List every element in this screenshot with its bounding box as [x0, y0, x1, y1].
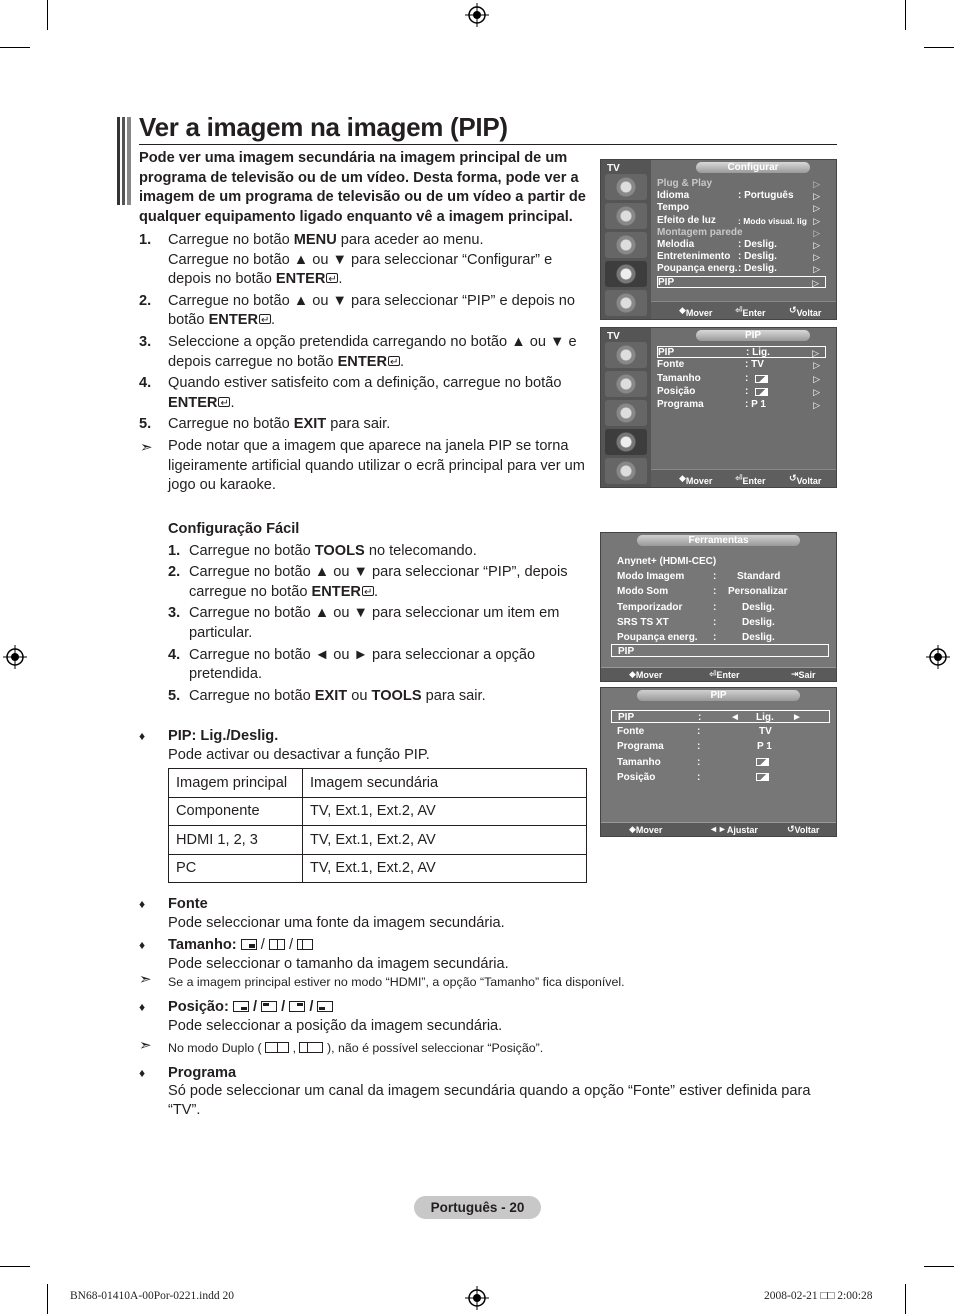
chevron-right-icon: ▷ — [813, 191, 820, 202]
osd-item-label: Programa — [617, 741, 664, 753]
feature-bullets — [139, 895, 839, 1124]
easy-config-heading: Configuração Fácil — [168, 521, 300, 537]
chevron-right-icon: ▷ — [813, 360, 820, 371]
osd-item-label: Idioma — [657, 190, 690, 202]
position-top-right-icon — [289, 1001, 305, 1012]
osd-item-label: Efeito de luz — [657, 214, 716, 226]
osd-item-label: SRS TS XT — [617, 616, 669, 628]
bullet-diamond-icon: ♦ — [139, 999, 146, 1014]
easy-step-5: 5. Carregue no botão EXIT ou TOOLS para sair. — [168, 687, 486, 704]
note-arrow-icon: ➣ — [139, 1037, 152, 1055]
enter-icon — [362, 586, 374, 596]
osd-item-value: : Deslig. — [738, 239, 777, 250]
osd-footer: ◆ Mover ⏎ Enter ↺ Voltar — [651, 469, 836, 487]
osd-item-value: Standard — [737, 571, 781, 583]
osd-item-value: TV — [759, 726, 772, 738]
arrow-left-icon: ◄ — [730, 712, 740, 723]
table-header-row: Imagem principal Imagem secundária — [169, 769, 587, 798]
crop-mark — [905, 1284, 906, 1314]
bullet-diamond-icon: ♦ — [139, 729, 146, 743]
osd-item-colon: : — [713, 616, 717, 628]
osd-item-colon: : — [697, 726, 701, 738]
intro-paragraph: Pode ver uma imagem secundária na imagem principal de um programa de televisão ou de um vídeo. Desta forma, pode ver a imagem de um programa de televisão ou de um vídeo a partir de qualquer equipamento ligado enquanto vê a imagem principal. — [139, 150, 586, 225]
osd-menu-item — [657, 359, 826, 371]
easy-step-2: 2. Carregue no botão ▲ ou ▼ para seleccionar “PIP”, depois carregue no botão ENTER↵ . — [168, 563, 588, 602]
osd-item-label: Poupança energ. — [617, 632, 698, 643]
osd-item-value: : Modo visual. lig — [738, 215, 807, 226]
chevron-right-icon: ▷ — [813, 240, 820, 250]
setup-gear-icon — [605, 429, 647, 455]
note-tamanho: ➣ Se a imagem principal estiver no modo “HDMI”, a opção “Tamanho” fica disponível. — [139, 971, 625, 990]
osd-item-label: Programa — [657, 399, 704, 411]
osd-item-label: Plug & Play — [657, 178, 713, 189]
registration-mark-icon — [926, 645, 950, 669]
chevron-right-icon: ▷ — [812, 277, 819, 288]
osd-item-value: : Português — [738, 190, 794, 202]
registration-mark-icon — [465, 1286, 489, 1310]
osd-item-value: : Lig. — [746, 347, 770, 358]
osd-item-value: : P 1 — [745, 399, 766, 411]
step-1: 1. Carregue no botão MENU para aceder ao menu. Carregue no botão ▲ ou ▼ para seleccionar “Configurar” e depois no botão ENTER↵ . — [139, 231, 599, 290]
osd-menu-item — [657, 190, 826, 202]
chevron-right-icon: ▷ — [813, 264, 820, 275]
note-arrow-icon: ➣ — [140, 438, 153, 456]
enter-icon — [218, 397, 230, 407]
table-row: HDMI 1, 2, 3 TV, Ext.1, Ext.2, AV — [169, 826, 587, 855]
easy-config — [168, 520, 588, 708]
osd-footer: ◆ Mover ⏎ Enter ↺ Voltar — [651, 301, 836, 319]
dual-mode-wide-icon — [299, 1042, 323, 1053]
sound-icon — [605, 203, 647, 229]
osd-menu-item — [657, 239, 826, 251]
osd-menu-item — [657, 386, 826, 398]
osd-item-value: P 1 — [757, 741, 772, 753]
osd-item-label: PIP — [658, 276, 675, 288]
osd-item-colon: : — [697, 756, 701, 768]
osd-item-label: PIP — [658, 347, 675, 358]
page-number-badge: Português - 20 — [414, 1196, 541, 1219]
osd-item-value: : — [745, 372, 749, 384]
position-bottom-right-icon — [233, 1001, 249, 1012]
osd-menu-item — [657, 346, 826, 358]
step-5: 5. Carregue no botão EXIT para sair. — [139, 416, 391, 433]
size-double-wide-icon — [297, 939, 313, 950]
size-small-icon — [241, 939, 257, 950]
table-row: PC TV, Ext.1, Ext.2, AV — [169, 854, 587, 883]
note-arrow-icon: ➣ — [139, 971, 152, 989]
osd-footer: ◆ Mover ◄► Ajustar ↺ Voltar — [601, 822, 836, 836]
bullet-programa: ♦ Programa Só pode seleccionar um canal da imagem secundária quando a opção “Fonte” estiver definida para “TV”. — [139, 1064, 811, 1118]
osd-item-value: : Deslig. — [738, 251, 777, 263]
chevron-right-icon: ▷ — [813, 227, 820, 238]
osd-item-value: : Deslig. — [738, 263, 777, 275]
osd-item-colon: : — [713, 632, 717, 643]
osd-item-label: Modo Som — [617, 586, 669, 598]
osd-item-value: Deslig. — [742, 601, 775, 613]
chevron-right-icon: ▷ — [812, 348, 819, 358]
chevron-right-icon: ▷ — [813, 386, 820, 397]
position-bottom-right-icon — [756, 773, 769, 781]
setup-gear-icon — [605, 261, 647, 287]
print-file-info: BN68-01410A-00Por-0221.indd 20 — [70, 1290, 234, 1302]
arrow-right-icon: ► — [792, 712, 802, 723]
osd-item-colon: : — [698, 712, 702, 723]
osd-menu-item — [611, 616, 830, 629]
osd-item-colon: : — [713, 601, 717, 613]
osd-menu-item — [611, 756, 830, 769]
bullet-diamond-icon: ♦ — [139, 1065, 146, 1080]
osd-item-value: Personalizar — [728, 586, 788, 598]
print-date-info: 2008-02-21 □□ 2:00:28 — [764, 1290, 873, 1302]
osd-item-label: PIP — [618, 712, 635, 723]
osd-menu-item — [657, 227, 826, 239]
step-3: 3. Seleccione a opção pretendida carregando no botão ▲ ou ▼ e depois carregue no botão ENTER↵ . — [139, 333, 599, 372]
osd-item-label: Montagem parede — [657, 226, 743, 238]
osd-menu-item — [657, 399, 826, 411]
osd-item-value: Deslig. — [742, 616, 775, 628]
osd-menu-item — [657, 178, 826, 190]
crop-mark — [0, 1266, 30, 1267]
note-karaoke: ➣ Pode notar que a imagem que aparece na janela PIP se torna ligeiramente artificial quando utilizar o ecrã principal para ver um jogo ou karaoke. — [140, 437, 585, 494]
osd-menu-item — [657, 215, 826, 227]
osd-item-label: Posição — [657, 385, 696, 397]
bullet-diamond-icon: ♦ — [139, 897, 146, 911]
bullet-posicao: ♦ Posição: / / / Pode seleccionar a posição da imagem secundária. ➣ No modo Duplo ( , ), não é possível seleccionar “Posição”. — [139, 998, 839, 1058]
position-top-left-icon — [261, 1001, 277, 1012]
chevron-right-icon: ▷ — [813, 179, 820, 189]
osd-menu-item — [611, 644, 829, 657]
crop-mark — [924, 1266, 954, 1267]
osd-item-label: Anynet+ (HDMI-CEC) — [617, 556, 717, 567]
enter-icon — [326, 273, 338, 283]
bullet-diamond-icon: ♦ — [139, 938, 146, 953]
source-table — [168, 768, 587, 883]
osd-item-colon: : — [713, 571, 717, 583]
osd-menu-item — [611, 740, 830, 753]
osd-item-label: Fonte — [657, 359, 685, 371]
osd-item-colon: : — [713, 586, 717, 598]
osd-item-value: : TV — [745, 359, 764, 371]
crop-mark — [0, 47, 30, 48]
enter-icon — [259, 314, 271, 324]
osd-item-label: Temporizador — [617, 601, 683, 613]
osd-menu-item — [611, 725, 830, 738]
osd-item-label: Modo Imagem — [617, 571, 685, 583]
registration-mark-icon — [3, 645, 27, 669]
chevron-right-icon: ▷ — [813, 252, 820, 263]
registration-mark-icon — [465, 3, 489, 27]
channel-icon — [605, 400, 647, 426]
osd-item-label: Tempo — [657, 202, 690, 214]
bullet-tamanho: ♦ Tamanho: / / Pode seleccionar o tamanho da imagem secundária. ➣ Se a imagem principal estiver no modo “HDMI”, a opção “Tamanho” fica disponível. — [139, 936, 839, 992]
enter-icon — [388, 356, 400, 366]
crop-mark — [47, 1284, 48, 1314]
osd-pip-tools: PIP PIP : ◄ ► Lig. Fonte : TV Programa : P 1 Tamanho : Posição : ◆ Mover ◄► Ajustar ↺ Voltar — [600, 687, 837, 837]
osd-menu-item — [657, 373, 826, 385]
steps-list — [139, 231, 599, 496]
osd-ferramentas: Ferramentas Anynet+ (HDMI-CEC) Modo Imagem : Standard Modo Som : Personalizar Temporizador : Deslig. SRS TS XT : Deslig. Poupança energ. : Deslig. PIP ◆ Mover ⏎ Enter ⇥ Sair — [600, 532, 837, 682]
osd-item-value: : — [745, 385, 749, 397]
osd-item-label: Tamanho — [657, 372, 701, 384]
osd-item-label: Entretenimento — [657, 251, 731, 263]
osd-item-value: Deslig. — [742, 632, 775, 643]
title-bar-decoration — [117, 117, 131, 205]
position-bottom-left-icon — [317, 1001, 333, 1012]
easy-step-3: 3. Carregue no botão ▲ ou ▼ para seleccionar um item em particular. — [168, 605, 560, 641]
osd-menu-item — [657, 263, 826, 275]
osd-menu-item — [611, 631, 830, 644]
step-4: 4. Quando estiver satisfeito com a definição, carregue no botão ENTER↵ . — [139, 374, 599, 413]
picture-icon — [605, 342, 647, 368]
bullet-pip: ♦ PIP: Lig./Deslig. Pode activar ou desactivar a função PIP. — [139, 728, 430, 763]
osd-item-label: Melodia — [657, 239, 695, 250]
osd-menu-item — [657, 202, 826, 214]
crop-mark — [905, 0, 906, 30]
picture-icon — [605, 174, 647, 200]
crop-mark — [924, 47, 954, 48]
osd-menu-item — [611, 771, 830, 784]
position-bottom-right-icon — [755, 388, 768, 396]
crop-mark — [47, 0, 48, 30]
osd-configurar: TV Configurar Plug & Play ▷ Idioma : Português ▷ Tempo ▷ Efeito de luz : Modo visual. lig ▷ Montagem parede ▷ Melodia : Deslig. ▷ Entretenimento : Deslig. ▷ Poupança energ. : Deslig. ▷ PIP ▷ ◆ Mover ⏎ Enter ↺ Voltar — [600, 159, 837, 320]
osd-menu-item — [611, 601, 830, 614]
dual-mode-icon — [265, 1042, 289, 1053]
osd-item-label: Fonte — [617, 726, 645, 738]
note-posicao: ➣ No modo Duplo ( , ), não é possível seleccionar “Posição”. — [139, 1037, 544, 1056]
table-row: Componente TV, Ext.1, Ext.2, AV — [169, 797, 587, 826]
osd-menu-item — [657, 251, 826, 263]
easy-step-4: 4. Carregue no botão ◄ ou ► para seleccionar a opção pretendida. — [168, 646, 536, 683]
osd-item-label: Tamanho — [617, 756, 661, 768]
size-small-icon — [756, 758, 769, 766]
osd-sidebar: TV — [601, 160, 651, 319]
osd-menu-item — [611, 710, 830, 723]
osd-pip-menu: TV PIP PIP : Lig. ▷ Fonte : TV ▷ Tamanho : ▷ Posição : ▷ Programa : P 1 ▷ ◆ Mover ⏎ Enter ↺ Voltar — [600, 327, 837, 488]
osd-item-value: Lig. — [756, 712, 774, 723]
bullet-fonte: ♦ Fonte Pode seleccionar uma fonte da imagem secundária. — [139, 896, 505, 931]
osd-item-colon: : — [697, 741, 701, 753]
osd-menu-item — [611, 570, 830, 583]
step-2: 2. Carregue no botão ▲ ou ▼ para seleccionar “PIP” e depois no botão ENTER↵ . — [139, 292, 599, 331]
page-title: Ver a imagem na imagem (PIP) — [139, 112, 508, 142]
osd-menu-item — [657, 276, 826, 288]
sound-icon — [605, 371, 647, 397]
osd-item-colon: : — [697, 771, 701, 783]
chevron-right-icon: ▷ — [813, 373, 820, 384]
chevron-right-icon: ▷ — [813, 400, 820, 411]
size-small-icon — [755, 375, 768, 383]
osd-footer: ◆ Mover ⏎ Enter ⇥ Sair — [601, 667, 836, 681]
size-double-icon — [269, 939, 285, 950]
input-icon — [605, 458, 647, 484]
osd-sidebar: TV — [601, 328, 651, 487]
osd-item-label: Poupança energ. — [657, 263, 738, 275]
osd-item-label: Posição — [617, 771, 656, 783]
osd-menu-item — [611, 555, 830, 568]
easy-step-1: 1. Carregue no botão TOOLS no telecomando. — [168, 542, 477, 559]
osd-item-label: PIP — [618, 646, 635, 657]
title-rule — [139, 144, 837, 145]
chevron-right-icon: ▷ — [813, 203, 820, 214]
input-icon — [605, 290, 647, 316]
osd-menu-item — [611, 585, 830, 598]
channel-icon — [605, 232, 647, 258]
chevron-right-icon: ▷ — [813, 215, 820, 226]
